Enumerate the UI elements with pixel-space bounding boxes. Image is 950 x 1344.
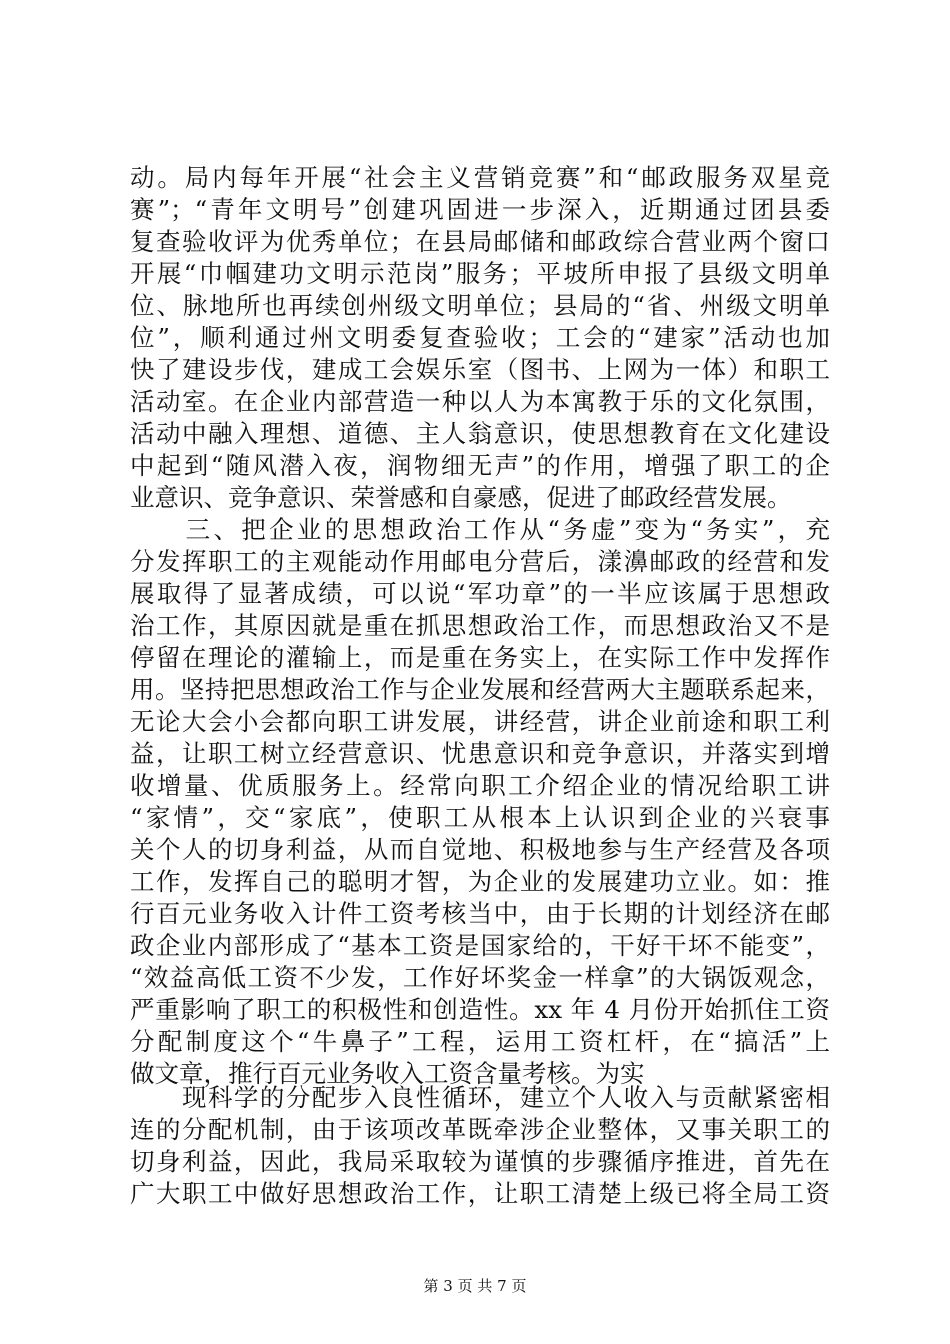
text-line: 无论大会小会都向职工讲发展，讲经营，讲企业前途和职工利 [130,707,830,736]
text-line: 快了建设步伐，建成工会娱乐室（图书、上网为一体）和职工 [130,355,830,384]
text-line: 位”，顺利通过州文明委复查验收；工会的“建家”活动也加 [130,323,830,352]
text-line: 做文章，推行百元业务收入工资含量考核。为实 [130,1059,645,1088]
text-line: 收增量、优质服务上。经常向职工介绍企业的情况给职工讲 [130,771,830,800]
text-line: 广大职工中做好思想政治工作，让职工清楚上级已将全局工资 [130,1179,830,1208]
text-line: 行百元业务收入计件工资考核当中，由于长期的计划经济在邮 [130,899,830,928]
text-line: 连的分配机制，由于该项改革既牵涉企业整体，又事关职工的 [130,1115,830,1144]
text-line: 治工作，其原因就是重在抓思想政治工作，而思想政治又不是 [130,611,830,640]
text-line: 分发挥职工的主观能动作用邮电分营后，漾濞邮政的经营和发 [130,547,830,576]
text-line: 活动中融入理想、道德、主人翁意识，使思想教育在文化建设 [130,419,830,448]
body-text-continuation [130,1082,830,1210]
text-line: 位、脉地所也再续创州级文明单位；县局的“省、州级文明单 [130,291,830,320]
text-line: 开展“巾帼建功文明示范岗”服务；平坡所申报了县级文明单 [130,259,830,288]
text-line: 关个人的切身利益，从而自觉地、积极地参与生产经营及各项 [130,835,830,864]
text-line: “家情”，交“家底”，使职工从根本上认识到企业的兴衰事 [130,803,830,832]
text-line: 赛”；“青年文明号”创建巩固进一步深入，近期通过团县委 [130,195,830,224]
body-text-block [130,162,830,1090]
text-line: 复查验收评为优秀单位；在县局邮储和邮政综合营业两个窗口 [130,227,830,256]
text-line: 停留在理论的灌输上，而是重在务实上，在实际工作中发挥作 [130,643,830,672]
text-line: 展取得了显著成绩，可以说“军功章”的一半应该属于思想政 [130,579,830,608]
text-line: 中起到“随风潜入夜，润物细无声”的作用，增强了职工的企 [130,451,830,480]
text-line: “效益高低工资不少发，工作好坏奖金一样拿”的大锅饭观念， [130,963,830,992]
text-line: 益，让职工树立经营意识、忧患意识和竞争意识，并落实到增 [130,739,830,768]
text-line: 分配制度这个“牛鼻子”工程，运用工资杠杆，在“搞活”上 [130,1027,830,1056]
text-line: 现科学的分配步入良性循环，建立个人收入与贡献紧密相 [130,1083,830,1112]
text-line: 三、把企业的思想政治工作从“务虚”变为“务实”，充 [130,515,830,544]
text-line: 严重影响了职工的积极性和创造性。xx 年 4 月份开始抓住工资 [130,995,830,1024]
page-number-footer: 第 3 页 共 7 页 [423,1277,527,1295]
text-line: 业意识、竞争意识、荣誉感和自豪感，促进了邮政经营发展。 [130,483,792,512]
text-line: 切身利益，因此，我局采取较为谨慎的步骤循序推进，首先在 [130,1147,830,1176]
text-line: 工作，发挥自己的聪明才智，为企业的发展建功立业。如：推 [130,867,830,896]
text-line: 动。局内每年开展“社会主义营销竞赛”和“邮政服务双星竞 [130,163,830,192]
text-line: 用。坚持把思想政治工作与企业发展和经营两大主题联系起来， [130,675,830,704]
text-line: 活动室。在企业内部营造一种以人为本寓教于乐的文化氛围， [130,387,830,416]
text-line: 政企业内部形成了“基本工资是国家给的，干好干坏不能变”， [130,931,830,960]
